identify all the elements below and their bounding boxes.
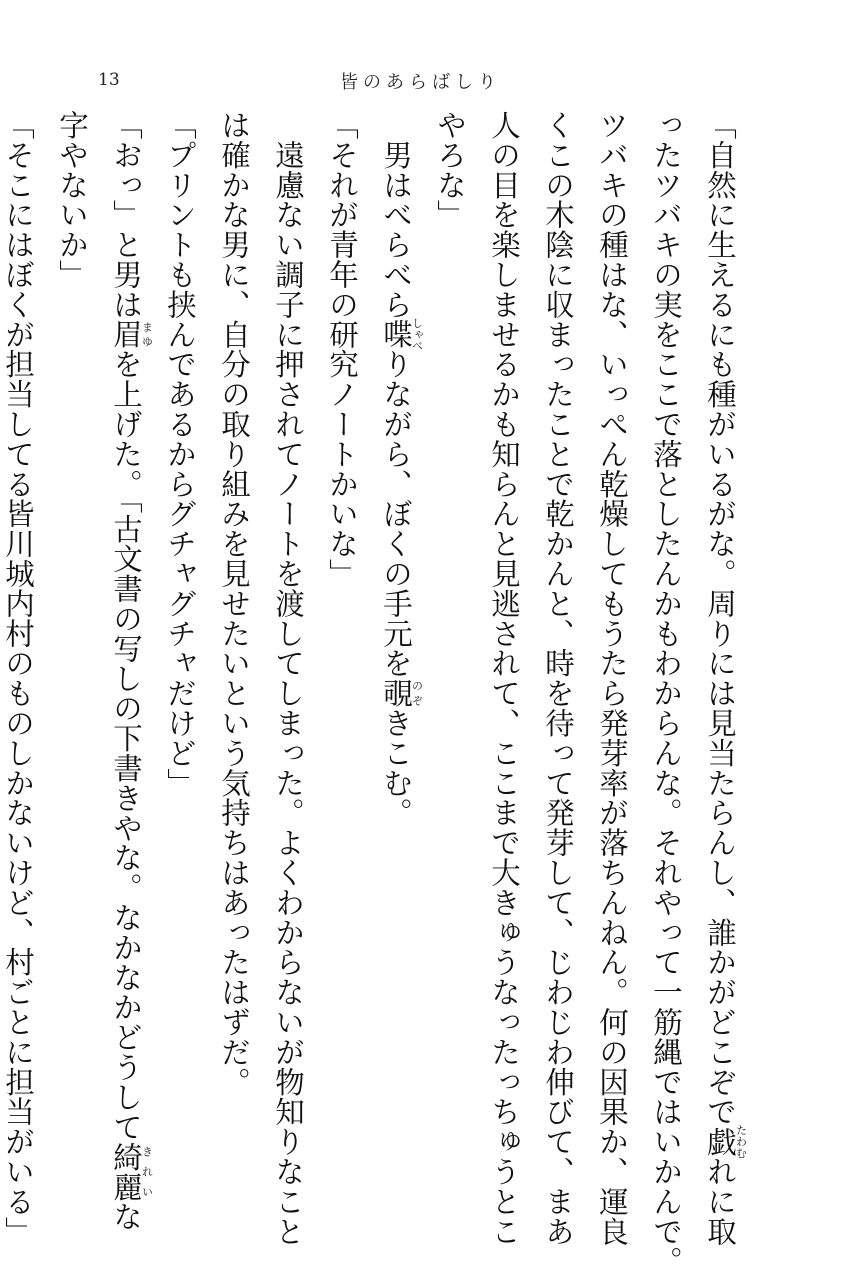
ruby-annotation: 覗のぞ xyxy=(379,678,424,709)
text-line: 「プリントも挟んであるからグチャグチャだけど」 xyxy=(163,110,197,798)
text-line: 人の目を楽しませるかも知らんと見逃されて、ここまで大きゅうなったっちゅうとこ xyxy=(487,110,521,1247)
text-line: 「自然に生えるにも種がいるがな。周りには見当たらんし、誰かがどこぞで戯たわむれに取 xyxy=(703,110,748,1247)
text-line: 「それが青年の研究ノートかいな」 xyxy=(325,110,359,589)
text-line: ツバキの種はな、いっぺん乾燥してもうたら発芽率が落ちんねん。何の因果か、運良 xyxy=(595,110,629,1247)
running-title: 皆のあらばしり xyxy=(340,72,501,93)
text-line: 「おっ」と男は眉まゆを上げた。「古文書の写しの下書きやな。なかなかどうして綺麗きれいな xyxy=(109,110,154,1232)
text-line: 男はべらべら喋しゃべりながら、ぼくの手元を覗のぞきこむ。 xyxy=(379,110,424,828)
text-line: 「そこにはぼくが担当してる皆川城内村のものしかないけど、村ごとに担当がいる」 xyxy=(1,110,35,1247)
vertical-body-text xyxy=(0,110,748,1276)
text-line: 遠慮ない調子に押されてノートを渡してしまった。よくわからないが物知りなこと xyxy=(271,110,305,1247)
page-number: 13 xyxy=(98,70,120,90)
text-line: くこの木陰に収まったことで乾かんと、時を待って発芽して、じわじわ伸びて、まあ xyxy=(541,110,575,1247)
text-line: 字やないか」 xyxy=(55,110,89,290)
text-line: やろな」 xyxy=(433,110,467,230)
text-line: ったツバキの実をここで落としたんかもわからんな。それやって一筋縄ではいかんで。 xyxy=(649,110,683,1276)
ruby-annotation: 戯たわむ xyxy=(703,1124,748,1159)
ruby-annotation: 綺麗きれい xyxy=(109,1141,154,1202)
ruby-annotation: 眉まゆ xyxy=(109,319,154,350)
text-line: は確かな男に、自分の取り組みを見せたいという気持ちはあったはずだ。 xyxy=(217,110,251,1097)
ruby-annotation: 喋しゃべ xyxy=(379,317,424,352)
